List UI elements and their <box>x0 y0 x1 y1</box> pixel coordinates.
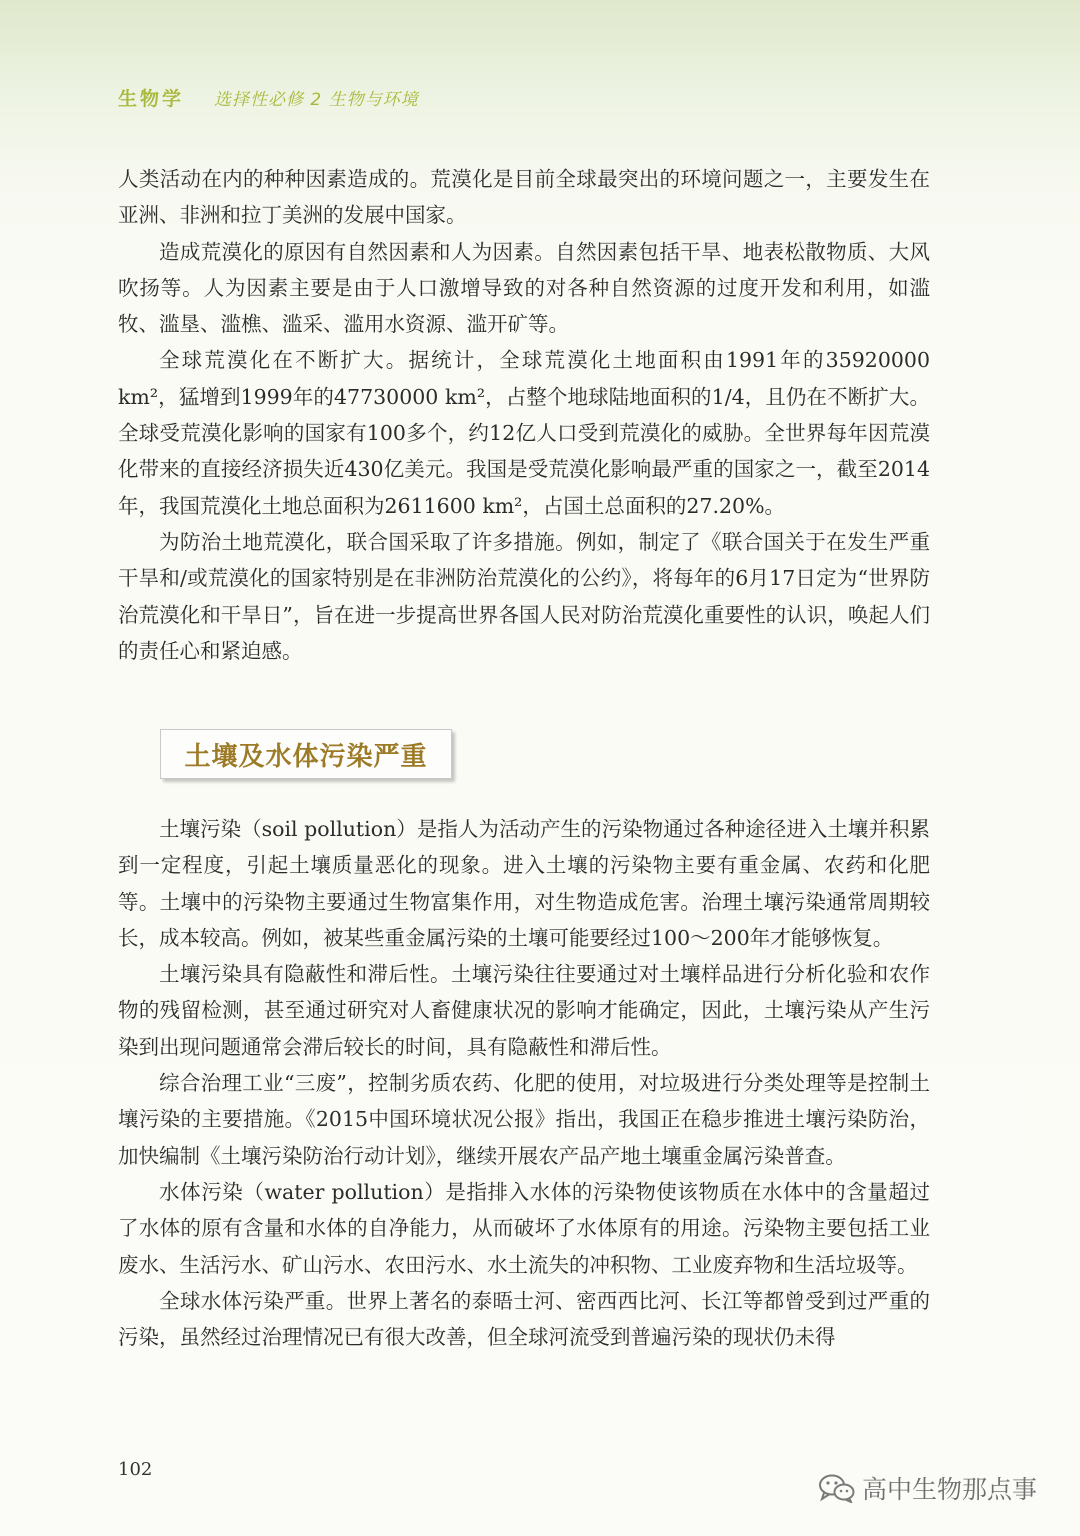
paragraph: 土壤污染具有隐蔽性和滞后性。土壤污染往往要通过对土壤样品进行分析化验和农作物的残留检测，甚至通过研究对人畜健康状况的影响才能确定，因此，土壤污染从产生污染到出现问题通常会滞后较长的时间，具有隐蔽性和滞后性。 <box>118 962 930 1059</box>
watermark-text: 高中生物那点事 <box>862 1475 1038 1504</box>
paragraph: 为防治土地荒漠化，联合国采取了许多措施。例如，制定了《联合国关于在发生严重干旱和/或荒漠化的国家特别是在非洲防治荒漠化的公约》，将每年的6月17日定为“世界防治荒漠化和干旱日”，旨在进一步提高世界各国人民对防治荒漠化重要性的认识，唤起人们的责任心和紧迫感。 <box>118 529 930 663</box>
wechat-icon <box>818 1473 856 1503</box>
paragraph: 综合治理工业“三废”，控制劣质农药、化肥的使用，对垃圾进行分类处理等是控制土壤污染的主要措施。《2015中国环境状况公报》指出，我国正在稳步推进土壤污染防治，加快编制《土壤污染防治行动计划》，继续开展农产品产地土壤重金属污染普查。 <box>118 1071 930 1168</box>
page-number: 102 <box>118 1459 153 1480</box>
paragraph: 水体污染（water pollution）是指排入水体的污染物使该物质在水体中的含量超过了水体的原有含量和水体的自净能力，从而破坏了水体原有的用途。污染物主要包括工业废水、生活污水、矿山污水、农田污水、水土流失的冲积物、工业废弃物和生活垃圾等。 <box>118 1179 930 1277</box>
section-title: 土壤及水体污染严重 <box>184 741 428 772</box>
section-heading-box <box>160 729 452 779</box>
watermark <box>818 1470 1037 1506</box>
text-block-desertification <box>118 161 930 669</box>
paragraph: 造成荒漠化的原因有自然因素和人为因素。自然因素包括干旱、地表松散物质、大风吹扬等。人为因素主要是由于人口激增导致的对各种自然资源的过度开发和利用，如滥牧、滥垦、滥樵、滥采、滥用水资源、滥开矿等。 <box>118 239 930 337</box>
header-book-title: 选择性必修 2 生物与环境 <box>214 90 419 110</box>
header-subject: 生物学 <box>118 88 185 110</box>
paragraph: 人类活动在内的种种因素造成的。荒漠化是目前全球最突出的环境问题之一，主要发生在亚洲、非洲和拉丁美洲的发展中国家。 <box>118 167 930 228</box>
paragraph: 全球水体污染严重。世界上著名的泰晤士河、密西西比河、长江等都曾受到过严重的污染，虽然经过治理情况已有很大改善，但全球河流受到普遍污染的现状仍未得 <box>118 1288 930 1350</box>
text-block-pollution <box>118 811 930 1355</box>
paragraph: 土壤污染（soil pollution）是指人为活动产生的污染物通过各种途径进入土壤并积累到一定程度，引起土壤质量恶化的现象。进入土壤的污染物主要有重金属、农药和化肥等。土壤中的污染物主要通过生物富集作用，对生物造成危害。治理土壤污染通常周期较长，成本较高。例如，被某些重金属污染的土壤可能要经过100～200年才能够恢复。 <box>118 817 930 950</box>
page-header <box>118 84 419 111</box>
paragraph: 全球荒漠化在不断扩大。据统计，全球荒漠化土地面积由1991年的35920000 km²，猛增到1999年的47730000 km²，占整个地球陆地面积的1/4，且仍在不断扩大。全球受荒漠化影响的国家有100多个，约12亿人口受到荒漠化的威胁。全世界每年因荒漠化带来的直接经济损失近430亿美元。我国是受荒漠化影响最严重的国家之一，截至2014年，我国荒漠化土地总面积为2611600 km²，占国土总面积的27.20%。 <box>118 348 930 518</box>
